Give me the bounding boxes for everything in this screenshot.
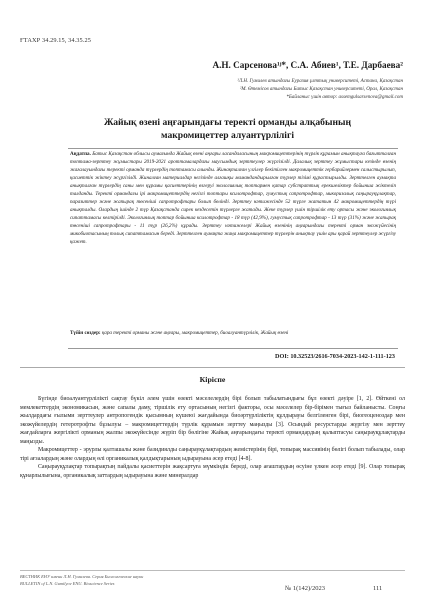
divider xyxy=(20,367,405,368)
footer-line-1: ВЕСТНИК ЕНУ имени Л.Н. Гумилева. Серия Биологические науки xyxy=(20,574,144,579)
keywords-label: Түйін сөздер: xyxy=(70,330,101,336)
page-number: 111 xyxy=(373,585,383,592)
abstract-label: Аңдатпа. xyxy=(70,151,91,157)
abstract xyxy=(70,150,396,246)
article-title xyxy=(60,116,395,142)
paragraph-2: Макромицеттер - эрурлы қалташалы және базидиялды саңырауқұлақтардың жемістерінің бірі, топырақ массивінің бөлігі болып табылады, олар тірі ағзалардың және олардың өлі органикалық қалдықтарының ыдырауына әсер етеді [4-8]. xyxy=(20,447,405,462)
paragraph-1: Бүгінде биоалуантүрлілікті сақтау бүкіл әлем үшін өзекті мәселелердің бірі болып табылатындығы бұл өзекті дәуіре [1, 2]. Өйткені ол мемлекеттердің экономикасын, және сапалы даму, тіршілік ету ортасының негізгі факторы, осы мәселелер бір-бірімен тығыз байланысты. Соңғы жылдардағы ғылыми зерттеулер антропогендік қысымның күшеюі жағдайында биоәртүрліліктің құлдырауы белгіленген бірі, биогеоценоздар мен экожүйелердің гетеротрофты бұзылуы – макромицеттердің түрлік құрамын зерттеу маңызды [3]. Осындай ресурстарды жүргізу мен зерттеу жағдайларға жергілікті орманың жалпы экожүйесінде жүріп бір бөлігіне Жайық аңғарындағы теректі ормандардың қалыптасуы саңырауқұлақтарды маңызды. xyxy=(20,396,405,445)
affiliation-2: ²М. Өтемісов атындағы Батыс Қазақстан университеті, Орал, Қазақстан xyxy=(239,87,403,93)
affiliations xyxy=(83,78,403,103)
abstract-text: Батыс Қазақстан облысы аумағында Жайық өзені аңғары ласандаласының макромицеттерінің түрлік құрамын анықтауға бағытталған топтама-зерттеу жұмыстары 2019-2021 ароттамалардағы маусымдық зерттеулер жүргізілді. Далалық зерттеу жұмыстары кезінде өзенің жағалауындағы теректі орманда түрлердің топтамасы алынды. Жинақталған үлгілер бекітілген макромицеттік гербарийлермен салыстырылып, қасиеттік жіктеу жүргізілді. Жиналған материалдар негізінде алғашқы мамандандырылған түрлер тізімі құрастырылды. Зерттелген аумақта анықталған түрлердің саны мен құрамы қасиеттерінің өзгеруі экологиялық топтармен қатар субстраттық ерекшеліктер бойынша жіктеліп талданды. Теректі ормандағы ірі макромицеттердің негізгі топтары ксилотрофтар, гумустық сапротрофтар, микоризалық саңырауқұлақтар, паразиттер және жапырақ төсеніші сапротрофтары болып бөлінді. Зерттеу нәтижесінде 52 түрге жататын 42 макромицеттердің түрі анықталды. Олардың ішінде 2 түр Қазақстанда сирек кездесетін түрлерге жатады. Жеке түрлер үшін тіршілік ету ортасы және экологиялық сипаттамасы келтірілді. Экологиялық топтар бойынша ксилотрофтар - 18 түр (42,9%), гумустық сапротрофтар - 13 түр (31%) және жапырақ төсеніші сапротрофтары - 11 түр (26,2%) құрады. Зерттеу нәтижелері Жайық өзенінің аңғарындағы теректі орман экожүйесінің микобиотасының толық сипаттамасын береді. Зерттелген аумақта жаңа макромицеттер түрлерін анықтау үшін ары қарай зерттеулер жүргізу қажет. xyxy=(70,151,396,246)
authors: А.Н. Сарсенова¹ʲ*, С.А. Абиев¹, Т.Е. Дарбаева² xyxy=(212,60,403,70)
keywords-text: қара теректі орманы және аңғары, макромицеттер, биоалуантүрлілік, Жайық өзені xyxy=(101,330,289,336)
title-line-2: макромицеттер алуантүрлілігі xyxy=(161,130,294,141)
doi[interactable]: DOI: 10.32523/2616-7034-2023-142-1-111-123 xyxy=(275,353,395,360)
journal-footer xyxy=(20,574,143,587)
issue-number: № 1(142)/2023 xyxy=(285,585,325,592)
corresponding-author: *Байланыс үшін автор: assemgulsarsenova@gmail.com xyxy=(286,95,403,101)
udc-code: ҒТАХР 34.29.15, 34.35.25 xyxy=(20,37,91,44)
affiliation-1: ¹Л.Н. Гумилев атындағы Еуразия ұлттық университеті, Астана, Қазақстан xyxy=(237,79,403,84)
paragraph-3: Саңырауқұлақтар топырақтың пайдалы қасиеттерін жақсартуға мүмкіндік береді, олар ағаштардың өсуіне үлкен әсер етеді [9]. Олар топырақ құнарлылығына, органикалық заттардың ыдырауына және минералдар xyxy=(20,464,405,479)
footer-divider xyxy=(20,570,405,571)
footer-line-2: BULLETIN of L.N. Gumilyov ENU. Bioscience Series xyxy=(20,580,115,586)
title-line-1: Жайық өзені аңғарындағы теректі орманды алқабының xyxy=(103,117,352,128)
keywords xyxy=(70,329,396,337)
intro-heading: Кіріспе xyxy=(199,375,226,384)
intro-body xyxy=(20,395,405,480)
